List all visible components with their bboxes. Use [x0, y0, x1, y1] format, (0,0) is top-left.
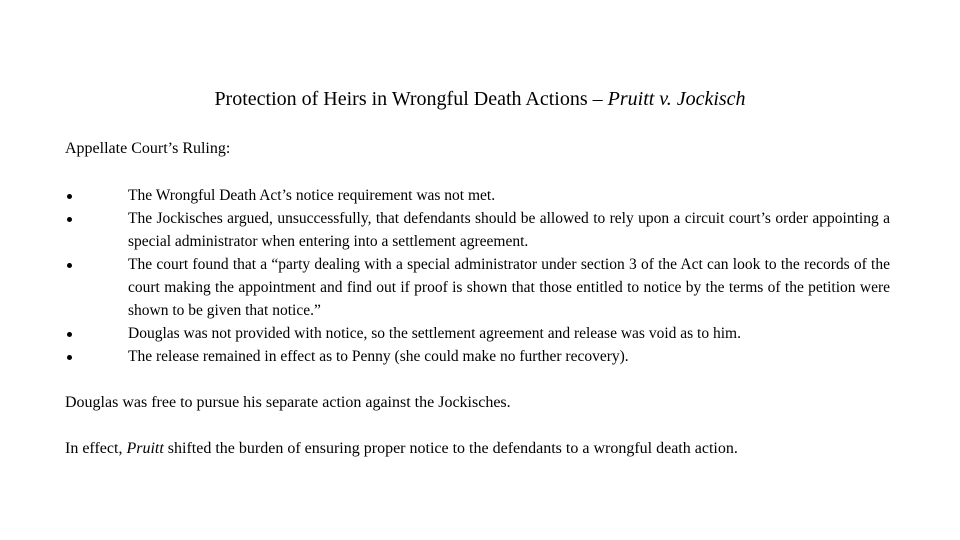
bullet-list	[65, 184, 890, 368]
bullet-text: The Wrongful Death Act’s notice requirement was not met.	[128, 187, 496, 204]
bullet-text: The court found that a “party dealing with a special administrator under section 3 of the Act can look to the records of the court making the appointment and find out if proof is shown that those entitled to notice by the terms of the petition were shown to be given that notice.”	[128, 256, 890, 319]
bullet-dot-icon	[67, 332, 72, 337]
bullet-item	[65, 207, 890, 253]
paragraph-douglas: Douglas was free to pursue his separate action against the Jockisches.	[65, 394, 511, 411]
bullet-dot-icon	[67, 217, 72, 222]
paragraph-conclusion	[65, 439, 738, 459]
paragraph-conclusion-rest: shifted the burden of ensuring proper notice to the defendants to a wrongful death action.	[163, 440, 738, 457]
bullet-item	[65, 345, 890, 368]
paragraph-conclusion-lead: In effect,	[65, 440, 127, 457]
title-case-name: Pruitt v. Jockisch	[607, 88, 746, 110]
section-label: Appellate Court’s Ruling:	[65, 140, 231, 157]
bullet-text: The release remained in effect as to Penny (she could make no further recovery).	[128, 348, 629, 365]
bullet-text: The Jockisches argued, unsuccessfully, that defendants should be allowed to rely upon a circuit court’s order appointing a special administrator when entering into a settlement agreement.	[128, 210, 890, 250]
bullet-text: Douglas was not provided with notice, so the settlement agreement and release was void as to him.	[128, 325, 741, 342]
bullet-dot-icon	[67, 263, 72, 268]
bullet-dot-icon	[67, 194, 72, 199]
title-text: Protection of Heirs in Wrongful Death Actions –	[214, 88, 608, 110]
paragraph-conclusion-case: Pruitt	[126, 440, 164, 457]
bullet-item	[65, 322, 890, 345]
bullet-item	[65, 184, 890, 207]
slide-title	[0, 86, 960, 112]
bullet-item	[65, 253, 890, 322]
bullet-dot-icon	[67, 355, 72, 360]
